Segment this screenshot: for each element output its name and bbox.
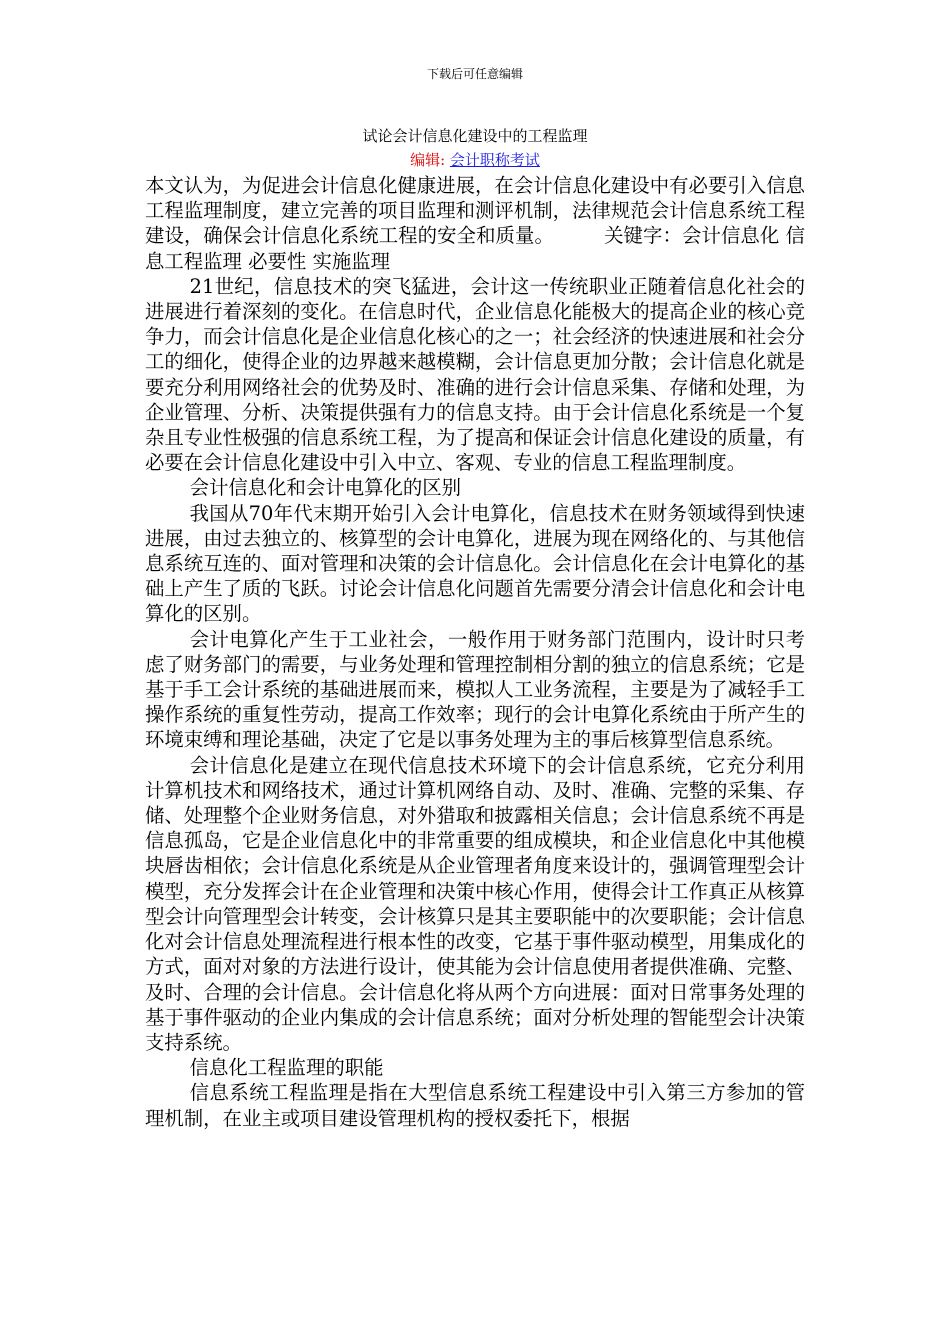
document-title: 试论会计信息化建设中的工程监理 <box>362 127 588 145</box>
body-paragraph-2: 我国从70年代末期开始引入会计电算化，信息技术在财务领域得到快速进展，由过去独立的、核算型的会计电算化，进展为现在网络化的、与其他信息系统互连的、面对管理和决策的会计信息化。会计信息化在会计电算化的基础上产生了质的飞跃。讨论会计信息化问题首先需要分清会计信息化和会计电算化的区别。 <box>145 501 805 626</box>
document-body <box>145 173 805 1131</box>
section-heading-supervision: 信息化工程监理的职能 <box>189 1056 384 1080</box>
editor-label: 编辑: <box>410 151 450 169</box>
body-paragraph-3: 会计电算化产生于工业社会，一般作用于财务部门范围内，设计时只考虑了财务部门的需要，与业务处理和管理控制相分割的独立的信息系统；它是基于手工会计系统的基础进展而来，模拟人工业务流程，主要是为了减轻手工操作系统的重复性劳动，提高工作效率；现行的会计电算化系统由于所产生的环境束缚和理论基础，决定了它是以事务处理为主的事后核算型信息系统。 <box>145 627 805 752</box>
editor-line <box>0 150 950 170</box>
editor-link[interactable]: 会计职称考试 <box>449 151 540 169</box>
body-paragraph-1: 21世纪，信息技术的突飞猛进，会计这一传统职业正随着信息化社会的进展进行着深刻的变化。在信息时代，企业信息化能极大的提高企业的核心竞争力，而会计信息化是企业信息化核心的之一；社会经济的快速进展和社会分工的细化，使得企业的边界越来越模糊，会计信息更加分散；会计信息化就是要充分利用网络社会的优势及时、准确的进行会计信息采集、存储和处理，为企业管理、分析、决策提供强有力的信息支持。由于会计信息化系统是一个复杂且专业性极强的信息系统工程，为了提高和保证会计信息化建设的质量，有必要在会计信息化建设中引入中立、客观、专业的信息工程监理制度。 <box>145 274 805 475</box>
abstract-text: 本文认为，为促进会计信息化健康进展，在会计信息化建设中有必要引入信息工程监理制度，建立完善的项目监理和测评机制，法律规范会计信息系统工程建设，确保会计信息化系统工程的安全和质量。 <box>145 174 805 248</box>
body-paragraph-5: 信息系统工程监理是指在大型信息系统工程建设中引入第三方参加的管理机制，在业主或项目建设管理机构的授权委托下，根据 <box>145 1081 805 1130</box>
body-paragraph-4: 会计信息化是建立在现代信息技术环境下的会计信息系统，它充分利用计算机技术和网络技术，通过计算机网络自动、及时、准确、完整的采集、存储、处理整个企业财务信息，对外猎取和披露相关信息；会计信息系统不再是信息孤岛，它是企业信息化中的非常重要的组成模块，和企业信息化中其他模块唇齿相依；会计信息化系统是从企业管理者角度来设计的，强调管理型会计模型，充分发挥会计在企业管理和决策中核心作用，使得会计工作真正从核算型会计向管理型会计转变，会计核算只是其主要职能中的次要职能；会计信息化对会计信息处理流程进行根本性的改变，它基于事件驱动模型，用集成化的方式，面对对象的方法进行设计，使其能为会计信息使用者提供准确、完整、及时、合理的会计信息。会计信息化将从两个方向进展：面对日常事务处理的基于事件驱动的企业内集成的会计信息系统；面对分析处理的智能型会计决策支持系统。 <box>145 753 805 1054</box>
keywords-text: 关键字：会计信息化 信息工程监理 必要性 实施监理 <box>145 224 806 273</box>
section-heading-difference: 会计信息化和会计电算化的区别 <box>189 476 462 500</box>
page-header-note: 下载后可任意编辑 <box>426 67 523 81</box>
abstract-paragraph <box>145 173 805 274</box>
